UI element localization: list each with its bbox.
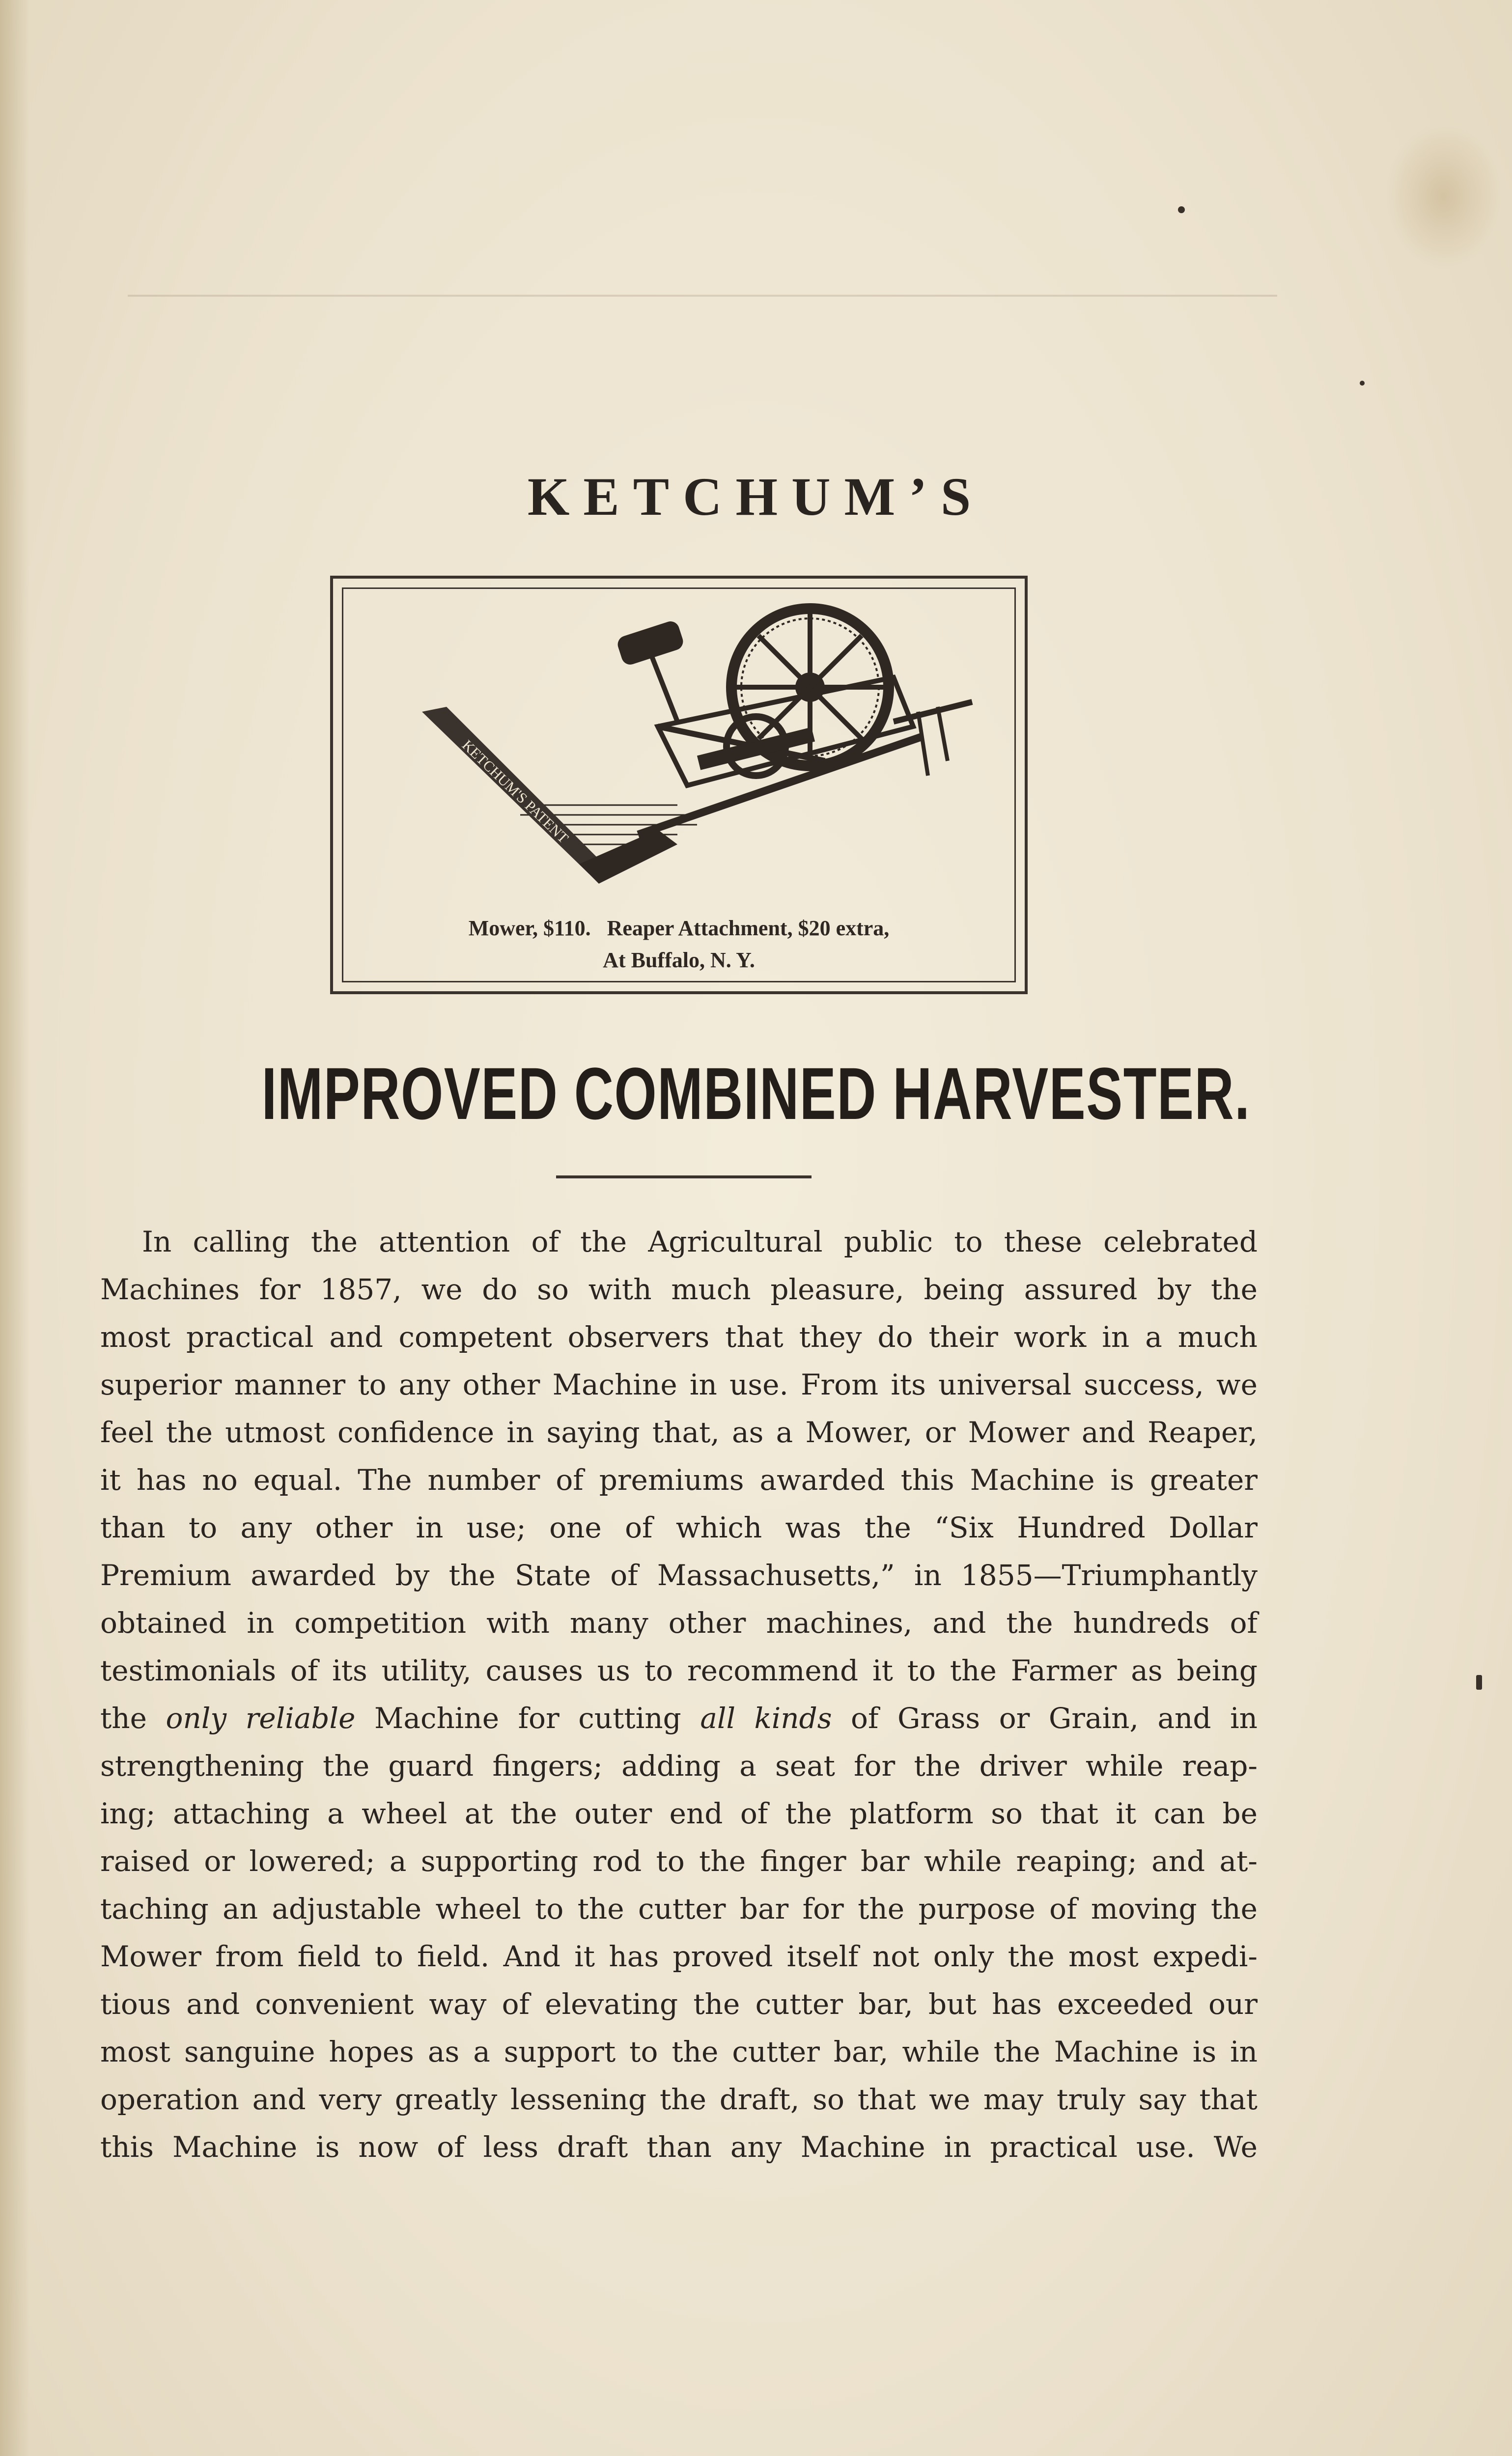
figure-caption-location: At Buffalo, N. Y. <box>603 948 755 972</box>
text-line: taching an adjustable wheel to the cutter bar for the purpose of moving the <box>100 1892 1258 1926</box>
text-run: of Grass or Grain, and in <box>832 1702 1258 1735</box>
text-run-italic: all kinds <box>700 1702 832 1735</box>
text-line: testimonials of its utility, causes us to recommend it to the Farmer as being <box>100 1654 1258 1687</box>
ink-speck <box>1178 206 1185 213</box>
driver-seat <box>616 619 685 667</box>
text-line: this Machine is now of less draft than any Machine in practical use. We <box>100 2130 1258 2164</box>
ink-speck <box>1360 381 1365 386</box>
text-line-mixed <box>100 1695 1258 1742</box>
cutter-bar-marking: KETCHUM'S PATENT <box>459 737 572 847</box>
text-run: Machine for cutting <box>355 1702 700 1735</box>
text-line: Machines for 1857, we do so with much pleasure, being assured by the <box>100 1273 1258 1306</box>
paper-stain <box>1384 123 1502 270</box>
body-paragraph <box>100 1218 1258 2171</box>
text-line: operation and very greatly lessening the draft, so that we may truly say that <box>100 2083 1258 2116</box>
text-line: obtained in competition with many other machines, and the hundreds of <box>100 1606 1258 1640</box>
text-line: In calling the attention of the Agricultural public to these celebrated <box>142 1225 1258 1258</box>
text-line: Mower from field to field. And it has proved itself not only the most expedi- <box>100 1940 1258 1973</box>
page-binding-shadow <box>0 0 29 2456</box>
text-line: superior manner to any other Machine in use. From its universal success, we <box>100 1368 1258 1401</box>
text-line: strengthening the guard fingers; adding a seat for the driver while reap- <box>100 1749 1258 1783</box>
text-line: raised or lowered; a supporting rod to the finger bar while reaping; and at- <box>100 1844 1258 1878</box>
text-line: most practical and competent observers that they do their work in a much <box>100 1320 1258 1354</box>
headline: IMPROVED COMBINED HARVESTER. <box>261 1052 1251 1135</box>
text-line: feel the utmost confidence in saying that, as a Mower, or Mower and Reaper, <box>100 1416 1258 1449</box>
show-through-rule <box>128 295 1277 297</box>
text-line: most sanguine hopes as a support to the cutter bar, while the Machine is in <box>100 2035 1258 2068</box>
figure-inner-border <box>342 587 1016 982</box>
page-title: KETCHUM’S <box>527 467 985 527</box>
text-line: Premium awarded by the State of Massachusetts,” in 1855—Triumphantly <box>100 1559 1258 1592</box>
headline-rule <box>556 1175 812 1178</box>
ink-speck <box>1476 1675 1482 1690</box>
text-line: than to any other in use; one of which was the “Six Hundred Dollar <box>100 1511 1258 1544</box>
text-line: ing; attaching a wheel at the outer end of the platform so that it can be <box>100 1797 1258 1830</box>
figure-frame <box>330 576 1028 994</box>
text-line: tious and convenient way of elevating the cutter bar, but has exceeded our <box>100 1987 1258 2021</box>
mower-engraving-image <box>383 599 992 903</box>
text-run: the <box>100 1702 166 1735</box>
text-run-italic: only reliable <box>166 1702 356 1735</box>
text-line: it has no equal. The number of premiums awarded this Machine is greater <box>100 1463 1258 1497</box>
figure-caption-price: Mower, $110. Reaper Attachment, $20 extra, <box>468 916 890 940</box>
